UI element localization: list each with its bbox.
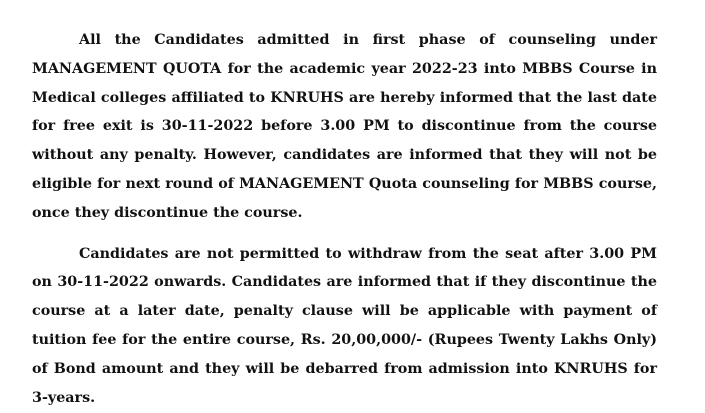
notice-paragraph-free-exit: All the Candidates admitted in first phase of counseling under MANAGEMENT QUOTA for the academic year 2022-23 into MBBS Course in Medical colleges affiliated to KNRUHS are hereby informed that the last date for free exit is 30-11-2022 before 3.00 PM to discontinue from the course without any penalty. However, candidates are informed that they will not be eligible for next round of MANAGEMENT Quota counseling for MBBS course, once they discontinue the course. [32, 32, 657, 221]
notice-paragraph-penalty: Candidates are not permitted to withdraw from the seat after 3.00 PM on 30-11-2022 onwards. Candidates are informed that if they discontinue the course at a later date, penalty clause will be applicable with payment of tuition fee for the entire course, Rs. 20,00,000/- (Rupees Twenty Lakhs Only) of Bond amount and they will be debarred from admission into KNRUHS for 3-years. [32, 245, 657, 406]
notice-document [32, 26, 657, 412]
